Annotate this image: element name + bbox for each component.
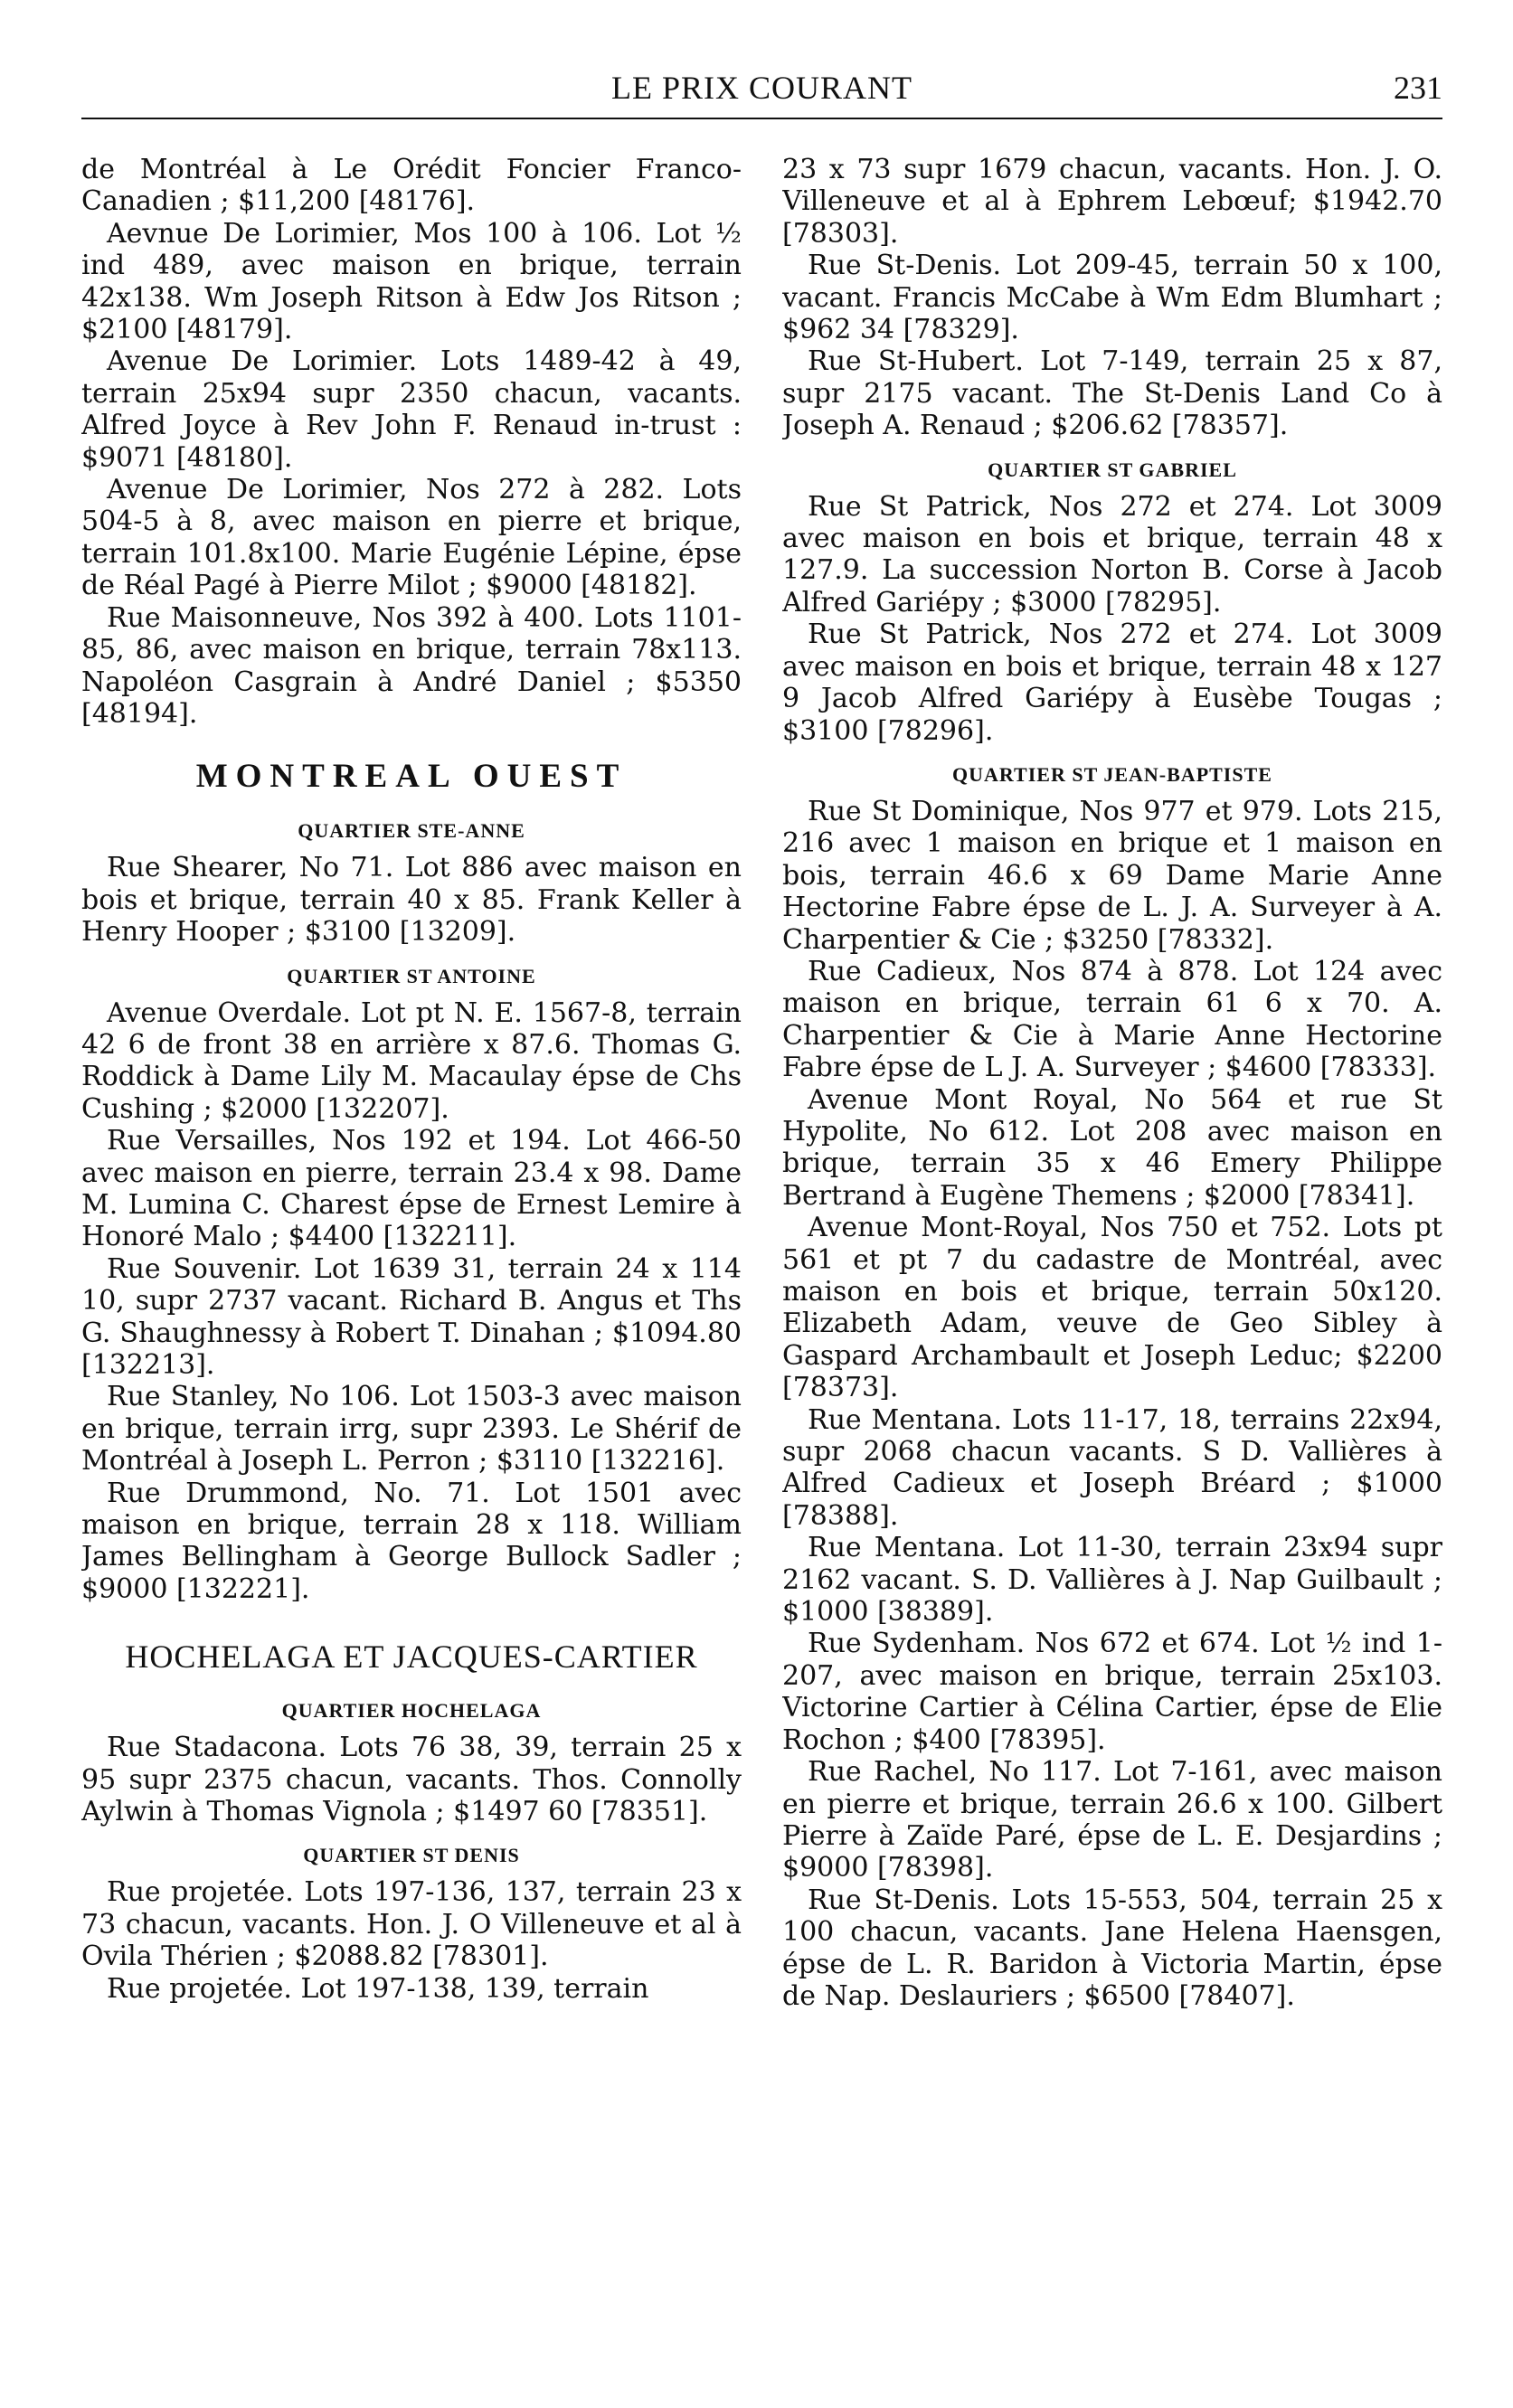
entry-paragraph: Rue Maisonneuve, Nos 392 à 400. Lots 1101-85, 86, avec maison en brique, terrain 78x113. Napoléon Casgrain à André Daniel ; $5350 [48194].	[81, 601, 742, 730]
left-column	[81, 154, 742, 2360]
quarter-heading-st-jean-baptiste: QUARTIER ST JEAN-BAPTISTE	[952, 762, 1272, 786]
entry-paragraph: Rue Stadacona. Lots 76 38, 39, terrain 25 x 95 supr 2375 chacun, vacants. Thos. Connolly Aylwin à Thomas Vignola ; $1497 60 [78351].	[81, 1732, 742, 1828]
entry-paragraph: Rue Rachel, No 117. Lot 7-161, avec maison en pierre et brique, terrain 26.6 x 100. Gilbert Pierre à Zaïde Paré, épse de L. E. Desjardins ; $9000 [78398].	[782, 1756, 1442, 1884]
entry-paragraph: Aevnue De Lorimier, Mos 100 à 106. Lot ½ ind 489, avec maison en brique, terrain 42x138. Wm Joseph Ritson à Edw Jos Ritson ; $2100 [48179].	[81, 217, 742, 346]
entry-paragraph: Rue Souvenir. Lot 1639 31, terrain 24 x 114 10, supr 2737 vacant. Richard B. Angus et Ths G. Shaughnessy à Robert T. Dinahan ; $1094.80 [132213].	[81, 1252, 742, 1381]
entry-paragraph: Rue Cadieux, Nos 874 à 878. Lot 124 avec maison en brique, terrain 61 6 x 70. A. Charpentier & Cie à Marie Anne Hectorine Fabre épse de L J. A. Surveyer ; $4600 [78333].	[782, 955, 1442, 1084]
quarter-heading-hochelaga: QUARTIER HOCHELAGA	[281, 1699, 542, 1723]
entry-paragraph: 23 x 73 supr 1679 chacun, vacants. Hon. J. O. Villeneuve et al à Ephrem Lebœuf; $1942.70 [78303].	[782, 154, 1442, 250]
entry-paragraph: Rue Versailles, Nos 192 et 194. Lot 466-50 avec maison en pierre, terrain 23.4 x 98. Dame M. Lumina C. Charest épse de Ernest Lemire à Honoré Malo ; $4400 [132211].	[81, 1125, 742, 1253]
entry-paragraph: de Montréal à Le Orédit Foncier Franco-Canadien ; $11,200 [48176].	[81, 154, 742, 218]
entry-paragraph: Rue Shearer, No 71. Lot 886 avec maison en bois et brique, terrain 40 x 85. Frank Keller à Henry Hooper ; $3100 [13209].	[81, 852, 742, 949]
entry-paragraph: Rue projetée. Lot 197-138, 139, terrain	[107, 1972, 649, 2005]
entry-paragraph: Avenue Overdale. Lot pt N. E. 1567-8, terrain 42 6 de front 38 en arrière x 87.6. Thomas G. Roddick à Dame Lily M. Macaulay épse de Chs Cushing ; $2000 [132207].	[81, 996, 742, 1125]
entry-paragraph: Rue Stanley, No 106. Lot 1503-3 avec maison en brique, terrain irrg, supr 2393. Le Shérif de Montréal à Joseph L. Perron ; $3110 [132216].	[81, 1381, 742, 1478]
right-column	[782, 154, 1442, 2360]
page	[81, 63, 1442, 2378]
entry-paragraph: Rue St Dominique, Nos 977 et 979. Lots 215, 216 avec 1 maison en brique et 1 maison en bois, terrain 46.6 x 69 Dame Marie Anne Hectorine Fabre épse de L. J. A. Surveyer à A. Charpentier & Cie ; $3250 [78332].	[782, 795, 1442, 956]
quarter-heading-st-denis: QUARTIER ST DENIS	[303, 1844, 520, 1867]
entry-paragraph: Avenue De Lorimier. Lots 1489-42 à 49, terrain 25x94 supr 2350 chacun, vacants. Alfred Joyce à Rev John F. Renaud in-trust : $9071 [48180].	[81, 345, 742, 474]
entry-paragraph: Rue St-Denis. Lot 209-45, terrain 50 x 100, vacant. Francis McCabe à Wm Edm Blumhart ; $962 34 [78329].	[782, 250, 1442, 346]
entry-paragraph: Avenue Mont-Royal, Nos 750 et 752. Lots pt 561 et pt 7 du cadastre de Montréal, avec maison en bois et brique, terrain 50x120. Elizabeth Adam, veuve de Geo Sibley à Gaspard Archambault et Joseph Leduc; $2200 [78373].	[782, 1212, 1442, 1404]
columns	[81, 154, 1442, 2360]
quarter-heading-ste-anne: QUARTIER STE-ANNE	[298, 819, 525, 843]
region-heading-montreal-ouest: MONTREAL OUEST	[195, 758, 628, 796]
entry-paragraph: Rue Mentana. Lots 11-17, 18, terrains 22x94, supr 2068 chacun vacants. S D. Vallières à Alfred Cadieux et Joseph Bréard ; $1000 [78388].	[782, 1403, 1442, 1532]
entry-paragraph: Rue St-Denis. Lots 15-553, 504, terrain 25 x 100 chacun, vacants. Jane Helena Haensgen, épse de L. R. Baridon à Victoria Martin, épse de Nap. Deslauriers ; $6500 [78407].	[782, 1884, 1442, 2012]
running-header	[81, 63, 1442, 119]
quarter-heading-st-gabriel: QUARTIER ST GABRIEL	[988, 458, 1237, 481]
entry-paragraph: Rue St Patrick, Nos 272 et 274. Lot 3009 avec maison en bois et brique, terrain 48 x 127.9. La succession Norton B. Corse à Jacob Alfred Gariépy ; $3000 [78295].	[782, 490, 1442, 619]
quarter-heading-st-antoine: QUARTIER ST ANTOINE	[287, 964, 536, 987]
entry-paragraph: Avenue De Lorimier, Nos 272 à 282. Lots 504-5 à 8, avec maison en pierre et brique, terrain 101.8x100. Marie Eugénie Lépine, épse de Réal Pagé à Pierre Milot ; $9000 [48182].	[81, 474, 742, 602]
entry-paragraph: Rue Mentana. Lot 11-30, terrain 23x94 supr 2162 vacant. S. D. Vallières à J. Nap Guilbault ; $1000 [38389].	[782, 1532, 1442, 1629]
running-title: LE PRIX COURANT	[610, 70, 913, 106]
entry-paragraph: Rue Drummond, No. 71. Lot 1501 avec maison en brique, terrain 28 x 118. William James Bellingham à George Bullock Sadler ; $9000 [132221].	[81, 1477, 742, 1605]
entry-paragraph: Rue projetée. Lots 197-136, 137, terrain 23 x 73 chacun, vacants. Hon. J. O Villeneuve et al à Ovila Thérien ; $2088.82 [78301].	[81, 1876, 742, 1973]
entry-paragraph: Avenue Mont Royal, No 564 et rue St Hypolite, No 612. Lot 208 avec maison en brique, terrain 35 x 46 Emery Philippe Bertrand à Eugène Themens ; $2000 [78341].	[782, 1083, 1442, 1212]
region-heading-hochelaga: HOCHELAGA ET JACQUES-CARTIER	[125, 1638, 698, 1676]
entry-paragraph: Rue St-Hubert. Lot 7-149, terrain 25 x 87, supr 2175 vacant. The St-Denis Land Co à Joseph A. Renaud ; $206.62 [78357].	[782, 345, 1442, 442]
page-number: 231	[1394, 70, 1442, 106]
entry-paragraph: Rue St Patrick, Nos 272 et 274. Lot 3009 avec maison en bois et brique, terrain 48 x 127 9 Jacob Alfred Gariépy à Eusèbe Tougas ; $3100 [78296].	[782, 619, 1442, 747]
entry-paragraph: Rue Sydenham. Nos 672 et 674. Lot ½ ind 1-207, avec maison en brique, terrain 25x103. Victorine Cartier à Célina Cartier, épse de Elie Rochon ; $400 [78395].	[782, 1628, 1442, 1756]
